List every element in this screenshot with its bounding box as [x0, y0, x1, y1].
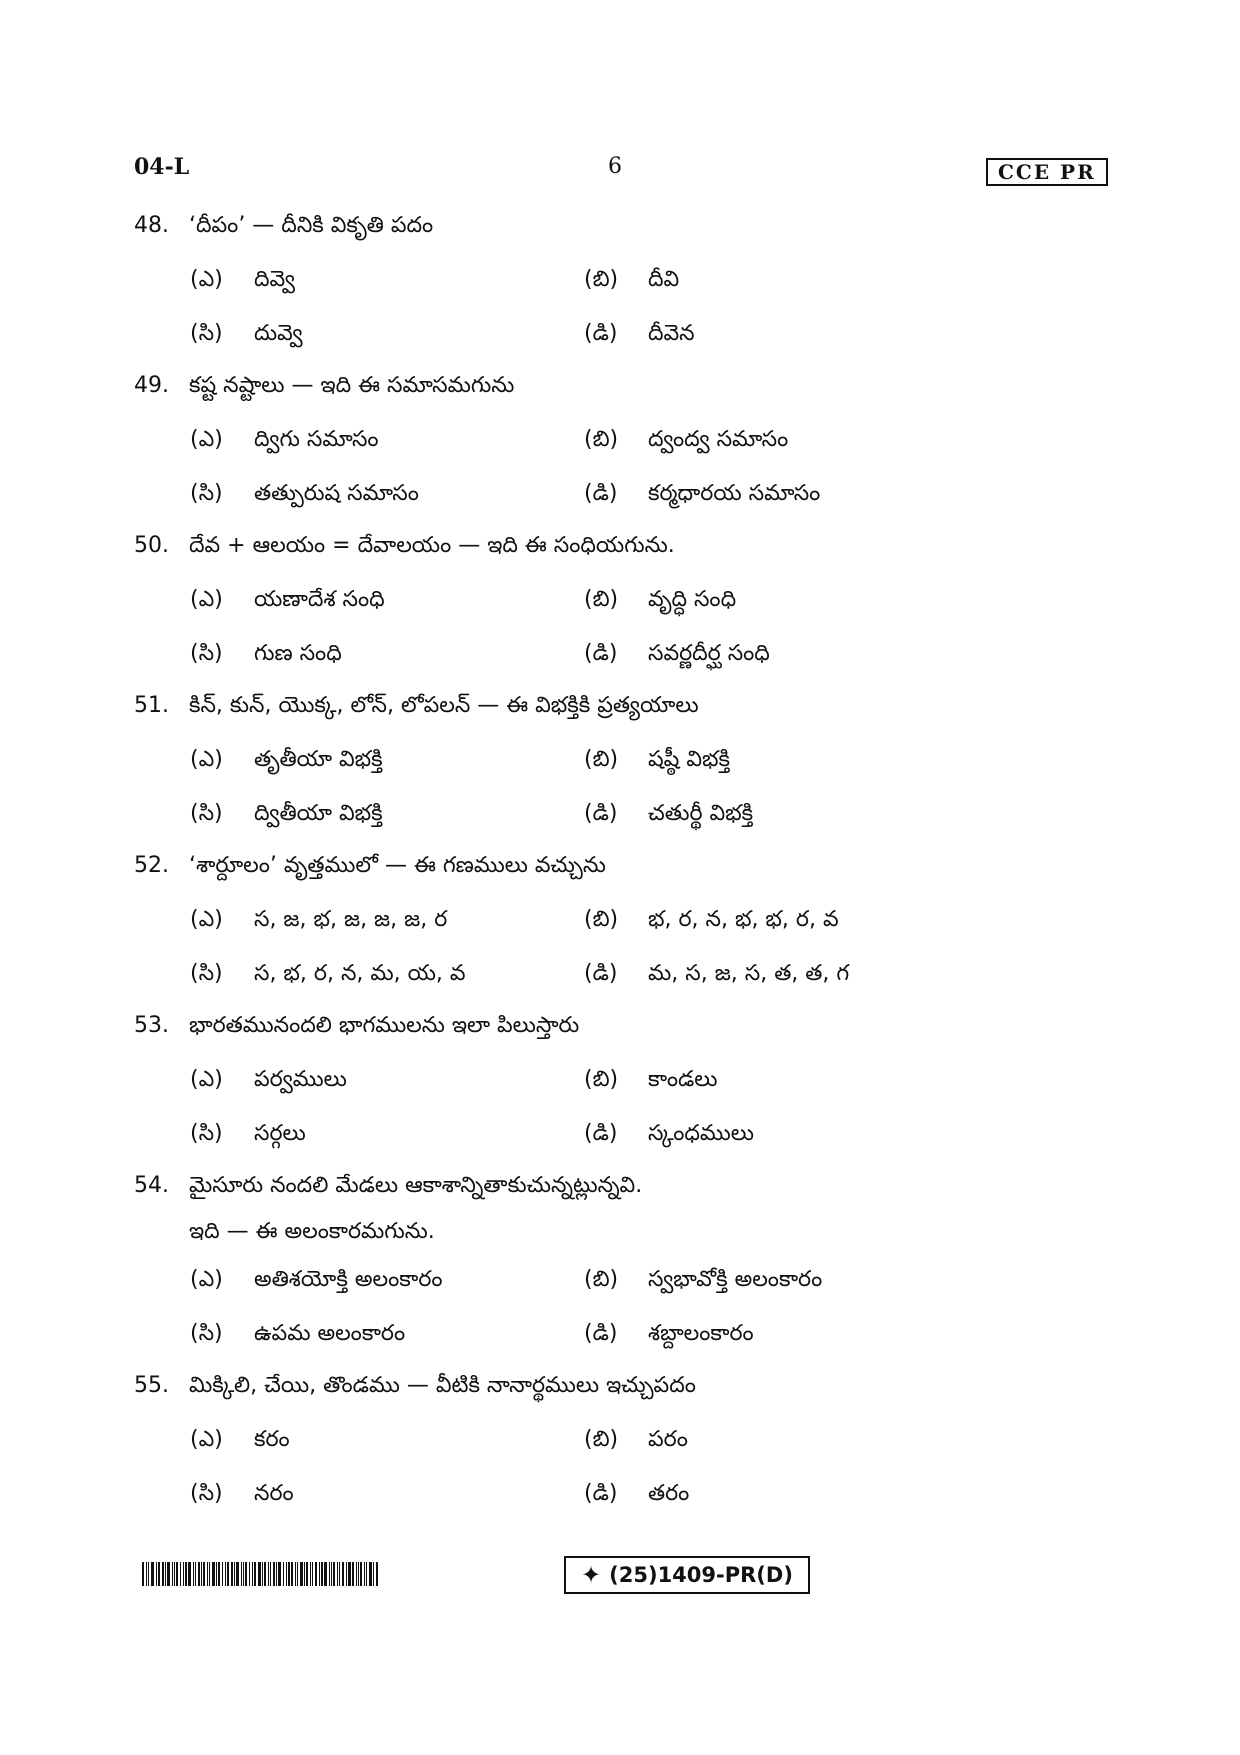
option-a: [190, 1425, 290, 1455]
barcode-bar: [158, 1562, 160, 1586]
barcode-bar: [185, 1562, 187, 1586]
page-header: [0, 150, 1240, 190]
option-a: [190, 1065, 347, 1095]
option-d: [584, 1479, 689, 1509]
barcode-bar: [312, 1562, 313, 1586]
option-text: కాండలు: [648, 1067, 718, 1092]
option-text: గుణ సంధి: [254, 641, 342, 666]
barcode-bar: [295, 1562, 296, 1586]
barcode-bar: [319, 1562, 320, 1586]
question-53: [0, 1005, 1240, 1165]
barcode-bar: [241, 1562, 242, 1586]
barcode-bar: [216, 1562, 217, 1586]
barcode-bar: [273, 1562, 275, 1586]
option-text: స్వభావోక్తి అలంకారం: [648, 1267, 823, 1292]
barcode-bar: [234, 1562, 235, 1586]
barcode-bar: [331, 1562, 332, 1586]
option-text: పర్వములు: [254, 1067, 347, 1092]
option-d: [584, 959, 849, 989]
option-d: [584, 1319, 754, 1349]
barcode-bar: [195, 1562, 196, 1586]
barcode-bar: [203, 1562, 205, 1586]
barcode-bar: [346, 1562, 347, 1586]
option-b: [584, 1425, 688, 1455]
option-text: ద్వంద్వ సమాసం: [648, 427, 789, 452]
option-text: దివ్వె: [254, 267, 296, 292]
option-label: (ఎ): [190, 1267, 223, 1292]
question-50: [0, 525, 1240, 685]
barcode-bar: [254, 1562, 256, 1586]
page-number: 6: [608, 154, 622, 179]
option-c: [190, 959, 466, 989]
question-list: [0, 205, 1240, 1525]
option-label: (ఎ): [190, 587, 223, 612]
barcode-bar: [258, 1562, 261, 1586]
barcode-bar: [321, 1562, 323, 1586]
option-d: [584, 1119, 754, 1149]
option-label: (సి): [190, 1321, 223, 1346]
barcode-bar: [225, 1562, 226, 1586]
option-text: కరం: [254, 1427, 290, 1452]
option-text: షష్ఠీ విభక్తి: [648, 747, 730, 772]
option-label: (ఎ): [190, 747, 223, 772]
question-55: [0, 1365, 1240, 1525]
question-text: ‘శార్దూలం’ వృత్తములో — ఈ గణములు వచ్చును: [189, 853, 606, 878]
question-number: 48.: [134, 213, 169, 238]
option-c: [190, 1119, 306, 1149]
barcode-bar: [333, 1562, 335, 1586]
option-text: పరం: [648, 1427, 688, 1452]
option-a: [190, 745, 383, 775]
barcode-bar: [286, 1562, 287, 1586]
barcode-bar: [373, 1562, 374, 1586]
option-text: దువ్వె: [254, 321, 303, 346]
question-text: కష్ట నష్టాలు — ఇది ఈ సమాసమగును: [189, 373, 515, 398]
barcode-bar: [176, 1562, 178, 1586]
option-text: మ, స, జ, స, త, త, గ: [648, 961, 850, 986]
barcode-bar: [348, 1562, 351, 1586]
option-a: [190, 425, 379, 455]
barcode: [142, 1562, 380, 1586]
paper-code: (25)1409-PR(D): [609, 1563, 793, 1587]
option-text: కర్మధారయ సమాసం: [648, 481, 821, 506]
option-b: [584, 905, 839, 935]
option-text: స్కంధములు: [648, 1121, 754, 1146]
option-d: [584, 799, 753, 829]
barcode-bar: [183, 1562, 184, 1586]
question-text: దేవ + ఆలయం = దేవాలయం — ఇది ఈ సంధియగును.: [189, 533, 675, 558]
question-number: 54.: [134, 1173, 169, 1198]
option-text: స, జ, భ, జ, జ, జ, ర: [254, 907, 448, 932]
page-footer: [0, 1552, 1240, 1602]
barcode-bar: [329, 1562, 330, 1586]
barcode-bar: [376, 1562, 378, 1586]
option-label: (బి): [584, 267, 619, 292]
option-b: [584, 1065, 717, 1095]
barcode-bar: [201, 1562, 202, 1586]
barcode-bar: [310, 1562, 311, 1586]
question-number: 55.: [134, 1373, 169, 1398]
question-48: [0, 205, 1240, 365]
option-label: (సి): [190, 641, 223, 666]
barcode-bar: [218, 1562, 220, 1586]
question-number: 51.: [134, 693, 169, 718]
barcode-bar: [324, 1562, 327, 1586]
question-text: భారతమునందలి భాగములను ఇలా పిలుస్తారు: [189, 1013, 580, 1038]
barcode-bar: [207, 1562, 208, 1586]
barcode-bar: [278, 1562, 281, 1586]
barcode-bar: [306, 1562, 308, 1586]
option-label: (బి): [584, 1427, 619, 1452]
barcode-bar: [358, 1562, 359, 1586]
option-label: (డి): [584, 961, 618, 986]
barcode-bar: [360, 1562, 362, 1586]
barcode-bar: [288, 1562, 290, 1586]
option-c: [190, 799, 383, 829]
paper-code-box: [564, 1556, 810, 1594]
barcode-bar: [364, 1562, 365, 1586]
barcode-bar: [209, 1562, 210, 1586]
question-52: [0, 845, 1240, 1005]
barcode-bar: [315, 1562, 317, 1586]
option-d: [584, 319, 695, 349]
barcode-bar: [270, 1562, 271, 1586]
barcode-bar: [167, 1562, 170, 1586]
question-text: మిక్కిలి, చేయి, తొండము — వీటికి నానార్థములు ఇచ్చుపదం: [189, 1373, 696, 1398]
option-label: (బి): [584, 907, 619, 932]
question-number: 50.: [134, 533, 169, 558]
option-text: నరం: [254, 1481, 294, 1506]
option-c: [190, 319, 303, 349]
option-text: యణాదేశ సంధి: [254, 587, 385, 612]
barcode-bar: [142, 1562, 144, 1586]
option-label: (డి): [584, 801, 618, 826]
option-text: తత్పురుష సమాసం: [254, 481, 419, 506]
option-label: (సి): [190, 1121, 223, 1146]
option-text: చతుర్థీ విభక్తి: [648, 801, 754, 826]
barcode-bar: [300, 1562, 303, 1586]
barcode-bar: [249, 1562, 250, 1586]
option-text: సర్గలు: [254, 1121, 306, 1146]
option-text: స, భ, ర, న, మ, య, వ: [254, 961, 466, 986]
option-text: అతిశయోక్తి అలంకారం: [254, 1267, 443, 1292]
barcode-bar: [369, 1562, 372, 1586]
exam-code-box: CCE PR: [986, 158, 1108, 186]
barcode-bar: [162, 1562, 164, 1586]
option-label: (డి): [584, 1321, 618, 1346]
barcode-bar: [227, 1562, 229, 1586]
question-number: 49.: [134, 373, 169, 398]
option-text: భ, ర, న, భ, భ, ర, వ: [648, 907, 839, 932]
barcode-bar: [252, 1562, 253, 1586]
barcode-bar: [304, 1562, 305, 1586]
option-d: [584, 639, 770, 669]
barcode-bar: [264, 1562, 266, 1586]
option-text: తృతీయా విభక్తి: [254, 747, 383, 772]
barcode-bar: [339, 1562, 340, 1586]
option-label: (సి): [190, 1481, 223, 1506]
subject-code: 04-L: [134, 154, 190, 180]
barcode-bar: [291, 1562, 293, 1586]
question-54: [0, 1165, 1240, 1365]
barcode-bar: [297, 1562, 298, 1586]
option-b: [584, 745, 730, 775]
option-label: (ఎ): [190, 1427, 223, 1452]
barcode-bar: [148, 1562, 149, 1586]
barcode-bar: [283, 1562, 284, 1586]
option-text: దీవెన: [648, 321, 695, 346]
option-text: దీవి: [648, 267, 680, 292]
option-c: [190, 639, 342, 669]
barcode-bar: [268, 1562, 269, 1586]
barcode-bar: [366, 1562, 367, 1586]
option-c: [190, 1319, 405, 1349]
option-label: (సి): [190, 321, 223, 346]
question-number: 53.: [134, 1013, 169, 1038]
barcode-bar: [342, 1562, 344, 1586]
barcode-bar: [262, 1562, 263, 1586]
option-label: (డి): [584, 321, 618, 346]
option-a: [190, 585, 385, 615]
option-a: [190, 265, 295, 295]
option-label: (డి): [584, 1121, 618, 1146]
option-label: (ఎ): [190, 907, 223, 932]
barcode-bar: [156, 1562, 157, 1586]
barcode-bar: [212, 1562, 215, 1586]
option-text: వృద్ధి సంధి: [648, 587, 737, 612]
option-a: [190, 905, 447, 935]
option-label: (సి): [190, 801, 223, 826]
option-label: (ఎ): [190, 427, 223, 452]
option-label: (సి): [190, 961, 223, 986]
barcode-bar: [243, 1562, 244, 1586]
barcode-bar: [188, 1562, 191, 1586]
option-label: (డి): [584, 481, 618, 506]
option-label: (ఎ): [190, 267, 223, 292]
option-label: (డి): [584, 1481, 618, 1506]
option-b: [584, 1265, 822, 1295]
option-b: [584, 585, 736, 615]
barcode-bar: [337, 1562, 338, 1586]
question-text: మైసూరు నందలి మేడలు ఆకాశాన్నితాకుచున్నట్లున్నవి.: [189, 1173, 643, 1198]
barcode-bar: [198, 1562, 200, 1586]
question-text: ‘దీపం’ — దీనికి వికృతి పదం: [189, 213, 434, 238]
option-label: (ఎ): [190, 1067, 223, 1092]
option-text: ఉపమ అలంకారం: [254, 1321, 406, 1346]
barcode-bar: [356, 1562, 357, 1586]
barcode-bar: [151, 1562, 154, 1586]
barcode-bar: [276, 1562, 277, 1586]
barcode-bar: [172, 1562, 173, 1586]
option-label: (బి): [584, 747, 619, 772]
question-number: 52.: [134, 853, 169, 878]
question-51: [0, 685, 1240, 845]
option-text: ద్వితీయా విభక్తి: [254, 801, 383, 826]
question-49: [0, 365, 1240, 525]
option-label: (బి): [584, 1267, 619, 1292]
question-text-continued: ఇది — ఈ అలంకారమగును.: [189, 1219, 435, 1244]
option-a: [190, 1265, 443, 1295]
option-label: (బి): [584, 587, 619, 612]
barcode-bar: [193, 1562, 194, 1586]
option-label: (బి): [584, 1067, 619, 1092]
option-text: తరం: [648, 1481, 690, 1506]
option-label: (సి): [190, 481, 223, 506]
option-text: ద్విగు సమాసం: [254, 427, 379, 452]
question-text: కిన్, కున్, యొక్క, లోన్, లోపలన్ — ఈ విభక్తికి ప్రత్యయాలు: [189, 693, 699, 718]
option-text: సవర్ణదీర్ఘ సంధి: [648, 641, 770, 666]
barcode-bar: [174, 1562, 175, 1586]
option-b: [584, 425, 788, 455]
option-b: [584, 265, 679, 295]
option-label: (బి): [584, 427, 619, 452]
barcode-bar: [245, 1562, 247, 1586]
option-label: (డి): [584, 641, 618, 666]
option-c: [190, 479, 419, 509]
four-point-star-icon: ✦: [581, 1561, 602, 1589]
barcode-bar: [352, 1562, 354, 1586]
option-c: [190, 1479, 294, 1509]
barcode-bar: [165, 1562, 166, 1586]
barcode-bar: [222, 1562, 223, 1586]
option-text: శబ్దాలంకారం: [648, 1321, 754, 1346]
barcode-bar: [180, 1562, 181, 1586]
barcode-bar: [236, 1562, 239, 1586]
barcode-bar: [146, 1562, 147, 1586]
option-d: [584, 479, 820, 509]
barcode-bar: [231, 1562, 233, 1586]
